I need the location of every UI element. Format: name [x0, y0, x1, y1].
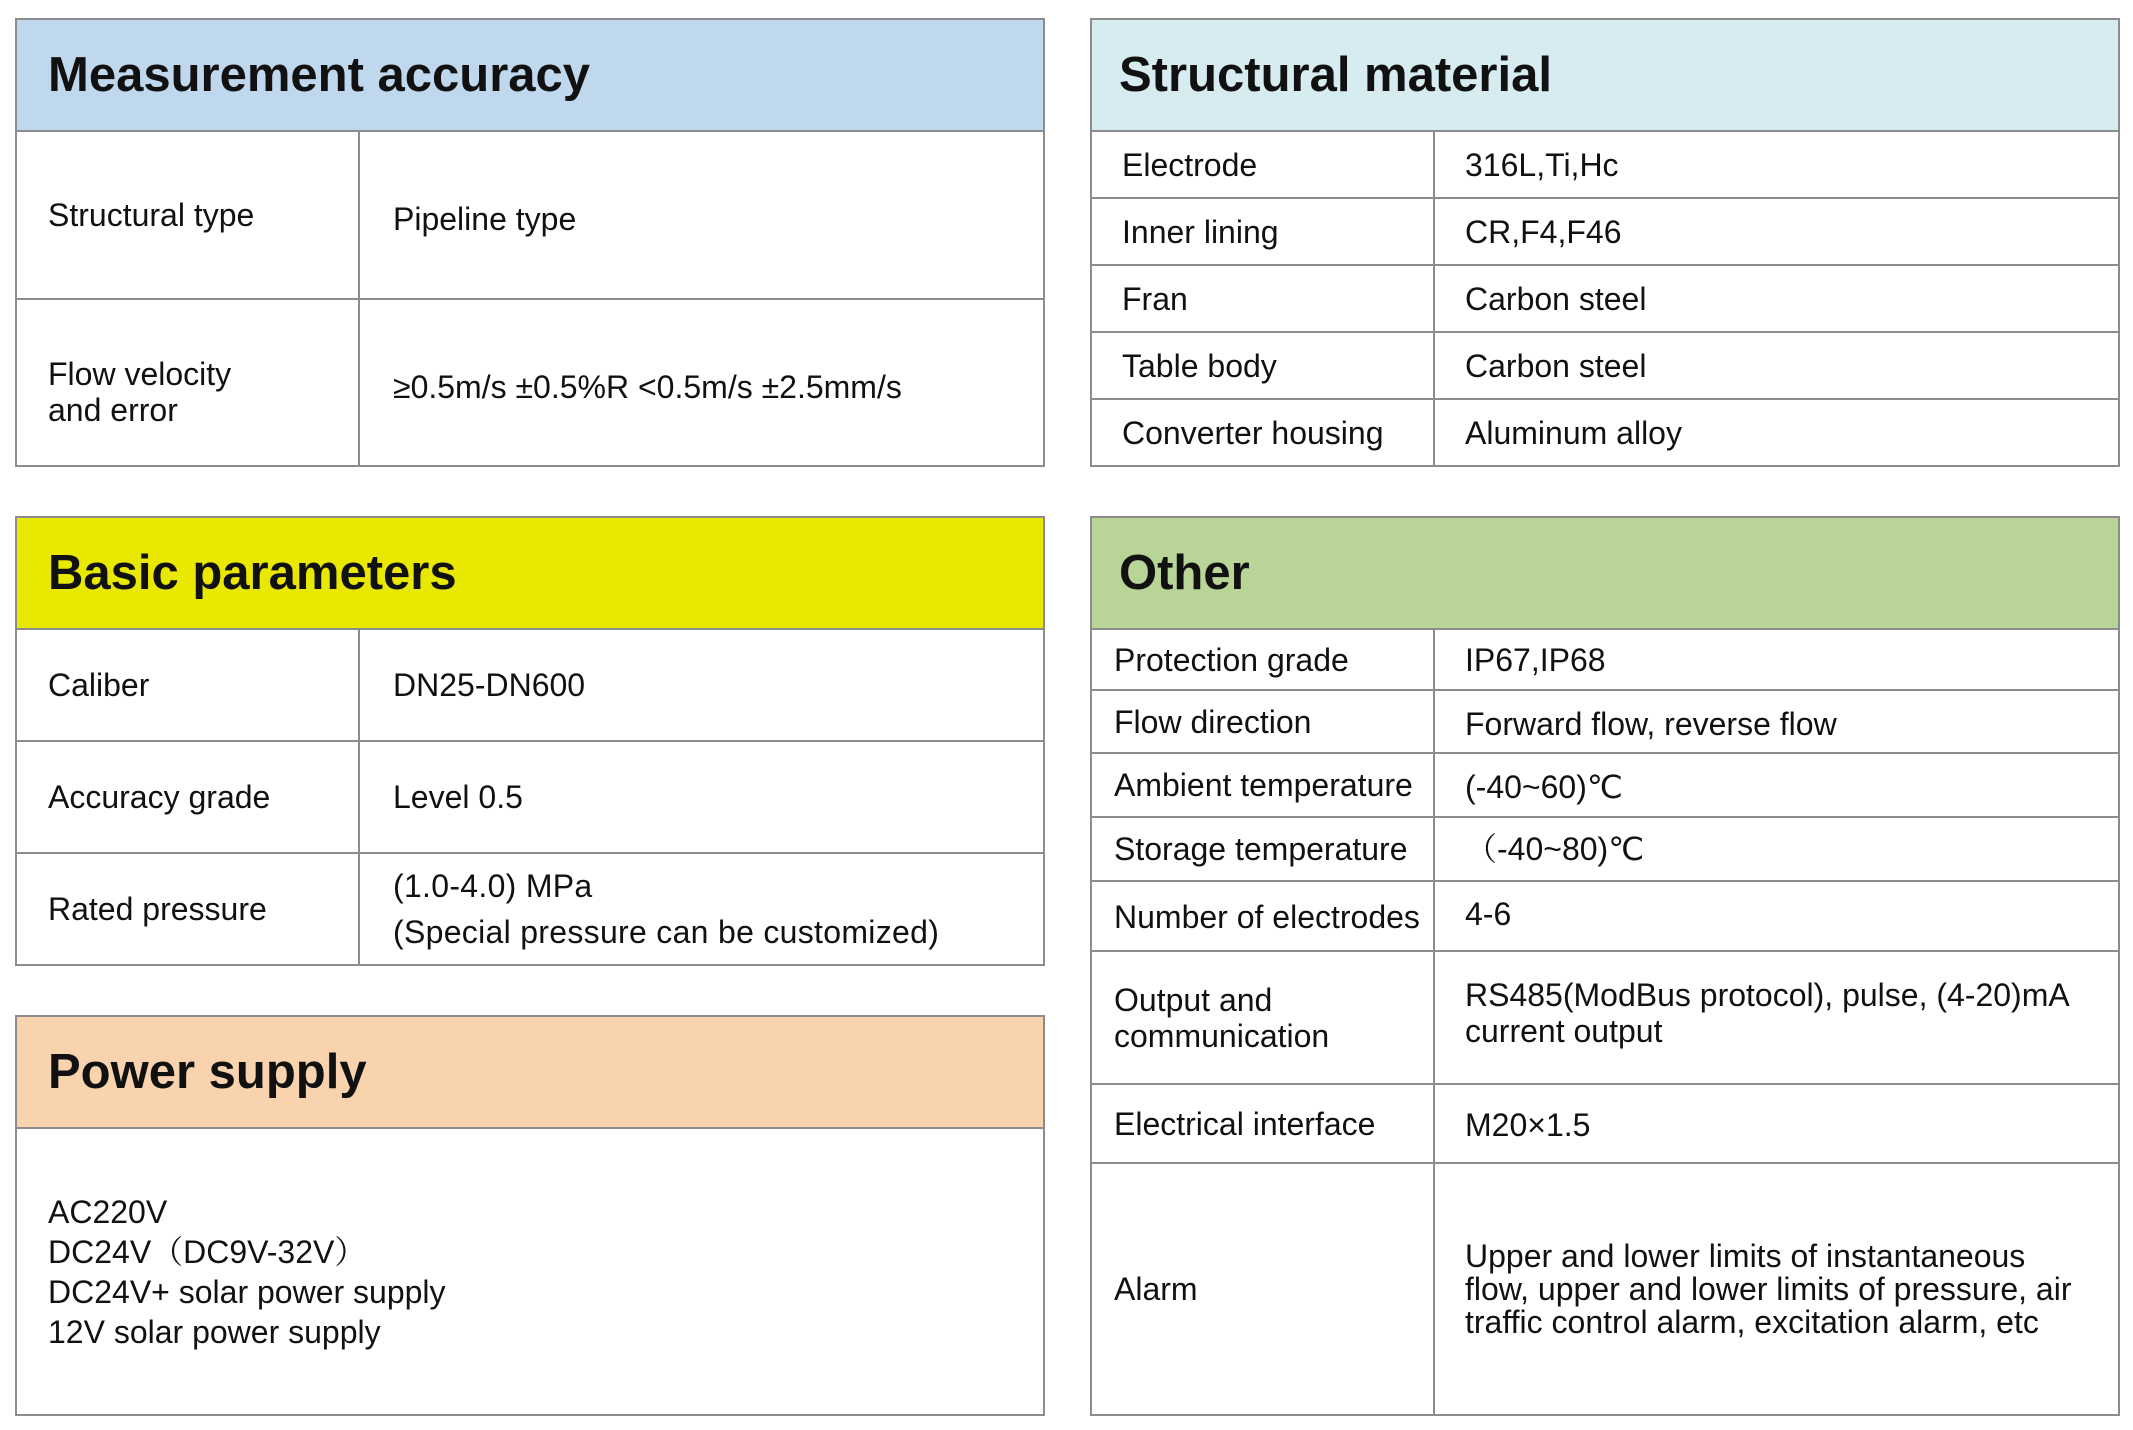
power-supply-header: Power supply — [17, 1017, 1043, 1129]
table-row — [1092, 754, 2118, 818]
row-value: IP67,IP68 — [1465, 641, 1606, 678]
row-label: Caliber — [17, 630, 360, 740]
structural-material-header: Structural material — [1092, 20, 2118, 132]
table-row — [17, 132, 1043, 300]
other-header: Other — [1092, 518, 2118, 630]
row-value: ≥0.5m/s ±0.5%R <0.5m/s ±2.5mm/s — [393, 368, 902, 405]
row-value: Aluminum alloy — [1465, 414, 1682, 451]
row-label: Protection grade — [1092, 630, 1435, 689]
row-value: Carbon steel — [1465, 280, 1647, 317]
basic-parameters-card — [15, 516, 1045, 966]
row-value: (1.0-4.0) MPa (Special pressure can be customized) — [393, 868, 940, 950]
row-value: RS485(ModBus protocol), pulse, (4-20)mA current output — [1465, 976, 2070, 1049]
power-supply-item: DC24V（DC9V-32V） — [48, 1233, 367, 1270]
table-row — [1092, 1164, 2118, 1414]
structural-material-card — [1090, 18, 2120, 467]
row-label: Ambient temperature — [1092, 754, 1435, 816]
table-row — [1092, 199, 2118, 266]
row-value: (-40~60)℃ — [1465, 769, 1623, 805]
row-label: Fran — [1092, 266, 1435, 331]
row-value: Forward flow, reverse flow — [1465, 705, 1837, 742]
row-value: 4-6 — [1465, 896, 1512, 932]
row-value: CR,F4,F46 — [1465, 213, 1622, 250]
row-label: Number of electrodes — [1092, 882, 1435, 950]
table-row — [1092, 882, 2118, 952]
row-label: Output and communication — [1092, 952, 1435, 1083]
row-label: Rated pressure — [17, 854, 360, 964]
power-supply-item: AC220V — [48, 1193, 168, 1230]
row-value: （-40~80)℃ — [1465, 831, 1645, 867]
row-value: Upper and lower limits of instantaneous flow, upper and lower limits of pressure, air traffic control alarm, excitation alarm, etc — [1465, 1237, 2072, 1340]
measurement-accuracy-header: Measurement accuracy — [17, 20, 1043, 132]
row-label: Converter housing — [1092, 400, 1435, 465]
power-supply-card — [15, 1015, 1045, 1416]
measurement-accuracy-card — [15, 18, 1045, 467]
power-supply-list — [17, 1129, 1043, 1414]
row-label: Flow velocity and error — [17, 300, 360, 465]
table-row — [17, 854, 1043, 964]
row-label: Table body — [1092, 333, 1435, 398]
table-row — [1092, 952, 2118, 1085]
row-label: Flow direction — [1092, 691, 1435, 752]
row-label: Storage temperature — [1092, 818, 1435, 880]
table-row — [1092, 691, 2118, 754]
table-row — [1092, 333, 2118, 400]
row-label: Inner lining — [1092, 199, 1435, 264]
table-row — [1092, 818, 2118, 882]
table-row — [1092, 132, 2118, 199]
table-row — [1092, 266, 2118, 333]
row-value: Pipeline type — [393, 201, 577, 237]
row-value: DN25-DN600 — [393, 667, 586, 703]
row-label: Alarm — [1092, 1164, 1435, 1414]
row-label: Structural type — [17, 132, 360, 298]
row-value: Carbon steel — [1465, 347, 1647, 384]
power-supply-item: 12V solar power supply — [48, 1313, 381, 1350]
table-row — [1092, 1085, 2118, 1164]
other-card — [1090, 516, 2120, 1416]
row-label: Electrical interface — [1092, 1085, 1435, 1162]
table-row — [1092, 630, 2118, 691]
table-row — [17, 742, 1043, 854]
row-value: 316L,Ti,Hc — [1465, 146, 1619, 183]
row-label: Accuracy grade — [17, 742, 360, 852]
row-value: M20×1.5 — [1465, 1106, 1591, 1143]
table-row — [1092, 400, 2118, 465]
row-value: Level 0.5 — [393, 779, 523, 815]
power-supply-item: DC24V+ solar power supply — [48, 1273, 446, 1310]
table-row — [17, 630, 1043, 742]
row-label: Electrode — [1092, 132, 1435, 197]
table-row — [17, 300, 1043, 465]
basic-parameters-header: Basic parameters — [17, 518, 1043, 630]
